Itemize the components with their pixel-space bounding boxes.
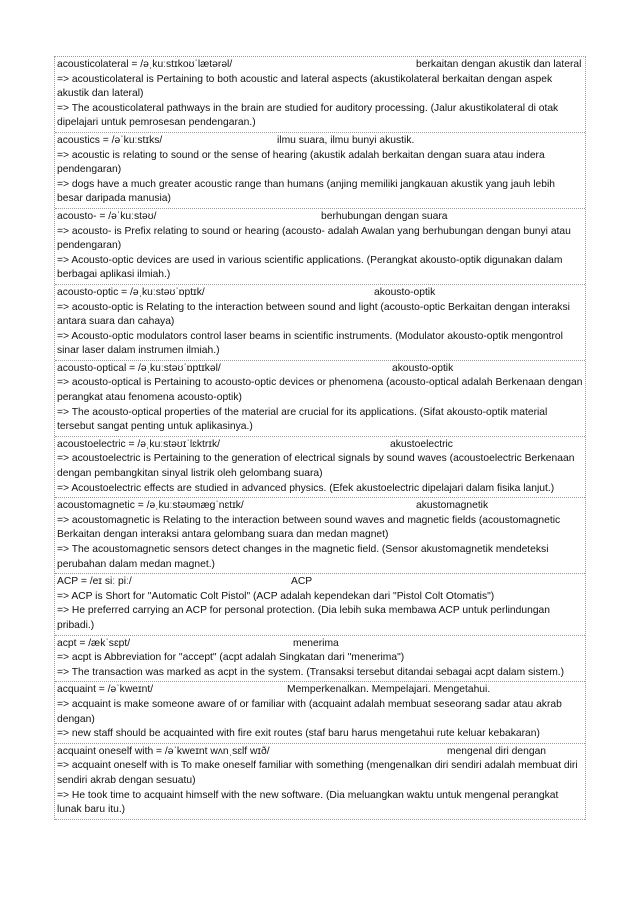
entry-definition: => acousto-optical is Pertaining to acousto-optic devices or phenomena (acousto-optical adalah Berkenaan dengan perangkat atau fenomena acousto-optik) xyxy=(57,377,583,404)
entry-meaning: berkaitan dengan akustik dan lateral xyxy=(416,59,582,70)
entry-example: => The acousticolateral pathways in the brain are studied for auditory processing. (Jalur akustikolateral di otak dipelajari untuk pemrosesan pendengaran.) xyxy=(57,102,559,129)
entry-example: => He took time to acquaint himself with the new software. (Dia meluangkan waktu untuk mengenal perangkat lunak baru itu.) xyxy=(57,789,559,816)
dictionary-entry xyxy=(55,209,585,285)
entry-example: => The transaction was marked as acpt in the system. (Transaksi tersebut ditandai sebagai acpt dalam sistem.) xyxy=(57,666,565,678)
entry-term: acquaint = /əˈkweɪnt/ xyxy=(57,684,154,696)
dictionary-entry xyxy=(55,744,585,820)
entry-header xyxy=(57,745,583,760)
entry-term: ACP = /eɪ siː piː/ xyxy=(57,576,132,588)
entry-example: => new staff should be acquainted with fire exit routes (staf baru harus mengetahui rute keluar kebakaran) xyxy=(57,728,540,740)
entry-term: acoustoelectric = /əˌkuːstəʊɪˈlɛktrɪk/ xyxy=(57,438,220,450)
dictionary-entry xyxy=(55,133,585,209)
entry-definition: => acquaint oneself with is To make oneself familiar with something (mengenalkan diri sendiri adalah membuat diri sendiri akrab dengan sesuatu) xyxy=(57,760,578,786)
entry-meaning: mengenal diri dengan xyxy=(447,745,547,757)
entry-definition: => acoustomagnetic is Relating to the interaction between sound waves and magnetic fields (acoustomagnetic Berkaitan dengan interaksi antara gelombang suara dan medan magnet) xyxy=(57,514,561,541)
entry-term: acpt = /ækˈsɛpt/ xyxy=(57,637,131,649)
entry-definition: => ACP is Short for "Automatic Colt Pistol" (ACP adalah kependekan dari "Pistol Colt Otomatis") xyxy=(57,590,495,602)
entry-header xyxy=(57,637,583,652)
entry-term: acousto-optical = /əˌkuːstəʊˈɒptɪkəl/ xyxy=(57,362,221,374)
dictionary-table xyxy=(54,56,586,820)
entry-meaning: berhubungan dengan suara xyxy=(321,210,448,222)
dictionary-entry xyxy=(55,682,585,743)
entry-header xyxy=(57,499,583,514)
dictionary-entry xyxy=(55,498,585,574)
entry-example: => The acousto-optical properties of the material are crucial for its applications. (Sifat akousto-optik material tersebut sangat penting untuk aplikasinya.) xyxy=(57,406,548,433)
entry-definition: => acousticolateral is Pertaining to both acoustic and lateral aspects (akustikolateral berkaitan dengan aspek akustik dan lateral) xyxy=(57,73,553,100)
entry-header xyxy=(57,286,583,301)
entry-header xyxy=(57,58,583,73)
entry-example: => Acousto-optic modulators control laser beams in scientific instruments. (Modulator akousto-optik mengontrol sinar laser dalam instrumen ilmiah.) xyxy=(57,330,563,357)
dictionary-entry xyxy=(55,361,585,437)
entry-meaning: akustomagnetik xyxy=(416,500,489,512)
entry-example: => He preferred carrying an ACP for personal protection. (Dia lebih suka membawa ACP untuk perlindungan pribadi.) xyxy=(57,605,551,631)
entry-definition: => acquaint is make someone aware of or familiar with (acquaint adalah membuat seseorang sadar atau akrab dengan) xyxy=(57,698,562,725)
entry-term: acquaint oneself with = /əˈkweɪnt wʌnˌsɛlf wɪð/ xyxy=(57,745,270,757)
entry-term: acoustomagnetic = /əˌkuːstəʊmægˈnɛtɪk/ xyxy=(57,500,244,512)
entry-definition: => acousto- is Prefix relating to sound or hearing (acousto- adalah Awalan yang berhubungan dengan bunyi atau pendengaran) xyxy=(57,225,571,252)
entry-definition: => acoustic is relating to sound or the sense of hearing (akustik adalah berkaitan dengan suara atau indera pendengaran) xyxy=(57,149,545,176)
entry-meaning: ACP xyxy=(291,576,313,588)
entry-header xyxy=(57,438,583,453)
entry-definition: => acousto-optic is Relating to the interaction between sound and light (acousto-optic Berkaitan dengan interaksi antara suara dan cahaya) xyxy=(57,301,570,328)
entry-header xyxy=(57,362,583,377)
entry-definition: => acpt is Abbreviation for "accept" (acpt adalah Singkatan dari "menerima") xyxy=(57,652,405,664)
dictionary-entry xyxy=(55,285,585,361)
dictionary-entry xyxy=(55,57,585,133)
dictionary-entry xyxy=(55,437,585,498)
entry-header xyxy=(57,683,583,698)
entry-meaning: akousto-optik xyxy=(374,286,436,298)
entry-meaning: akustoelectric xyxy=(390,438,453,450)
entry-meaning: ilmu suara, ilmu bunyi akustik. xyxy=(277,134,415,146)
entry-term: acousto- = /əˈkuːstəʊ/ xyxy=(57,210,157,222)
entry-term: acousto-optic = /əˌkuːstəʊˈɒptɪk/ xyxy=(57,286,205,298)
dictionary-entry xyxy=(55,636,585,683)
entry-example: => Acoustoelectric effects are studied in advanced physics. (Efek akustoelectric dipelajari dalam fisika lanjut.) xyxy=(57,482,555,494)
entry-example: => dogs have a much greater acoustic range than humans (anjing memiliki jangkauan akustik yang jauh lebih besar daripada manusia) xyxy=(57,178,555,205)
entry-meaning: Memperkenalkan. Mempelajari. Mengetahui. xyxy=(287,684,491,696)
entry-header xyxy=(57,210,583,225)
entry-example: => Acousto-optic devices are used in various scientific applications. (Perangkat akousto-optik digunakan dalam berbagai aplikasi ilmiah.) xyxy=(57,254,563,281)
entry-term: acousticolateral = /əˌkuːstɪkoʊˈlætərəl/ xyxy=(57,59,233,70)
entry-header xyxy=(57,575,583,590)
entry-definition: => acoustoelectric is Pertaining to the generation of electrical signals by sound waves (acoustoelectric Berkenaan dengan pembangkitan sinyal listrik oleh gelombang suara) xyxy=(57,453,575,480)
entry-meaning: akousto-optik xyxy=(392,362,454,374)
entry-meaning: menerima xyxy=(293,637,339,649)
dictionary-entry xyxy=(55,574,585,635)
entry-example: => The acoustomagnetic sensors detect changes in the magnetic field. (Sensor akustomagnetik mendeteksi perubahan dalam medan magnet.) xyxy=(57,544,549,570)
entry-term: acoustics = /əˈkuːstɪks/ xyxy=(57,134,163,146)
entry-header xyxy=(57,134,583,149)
